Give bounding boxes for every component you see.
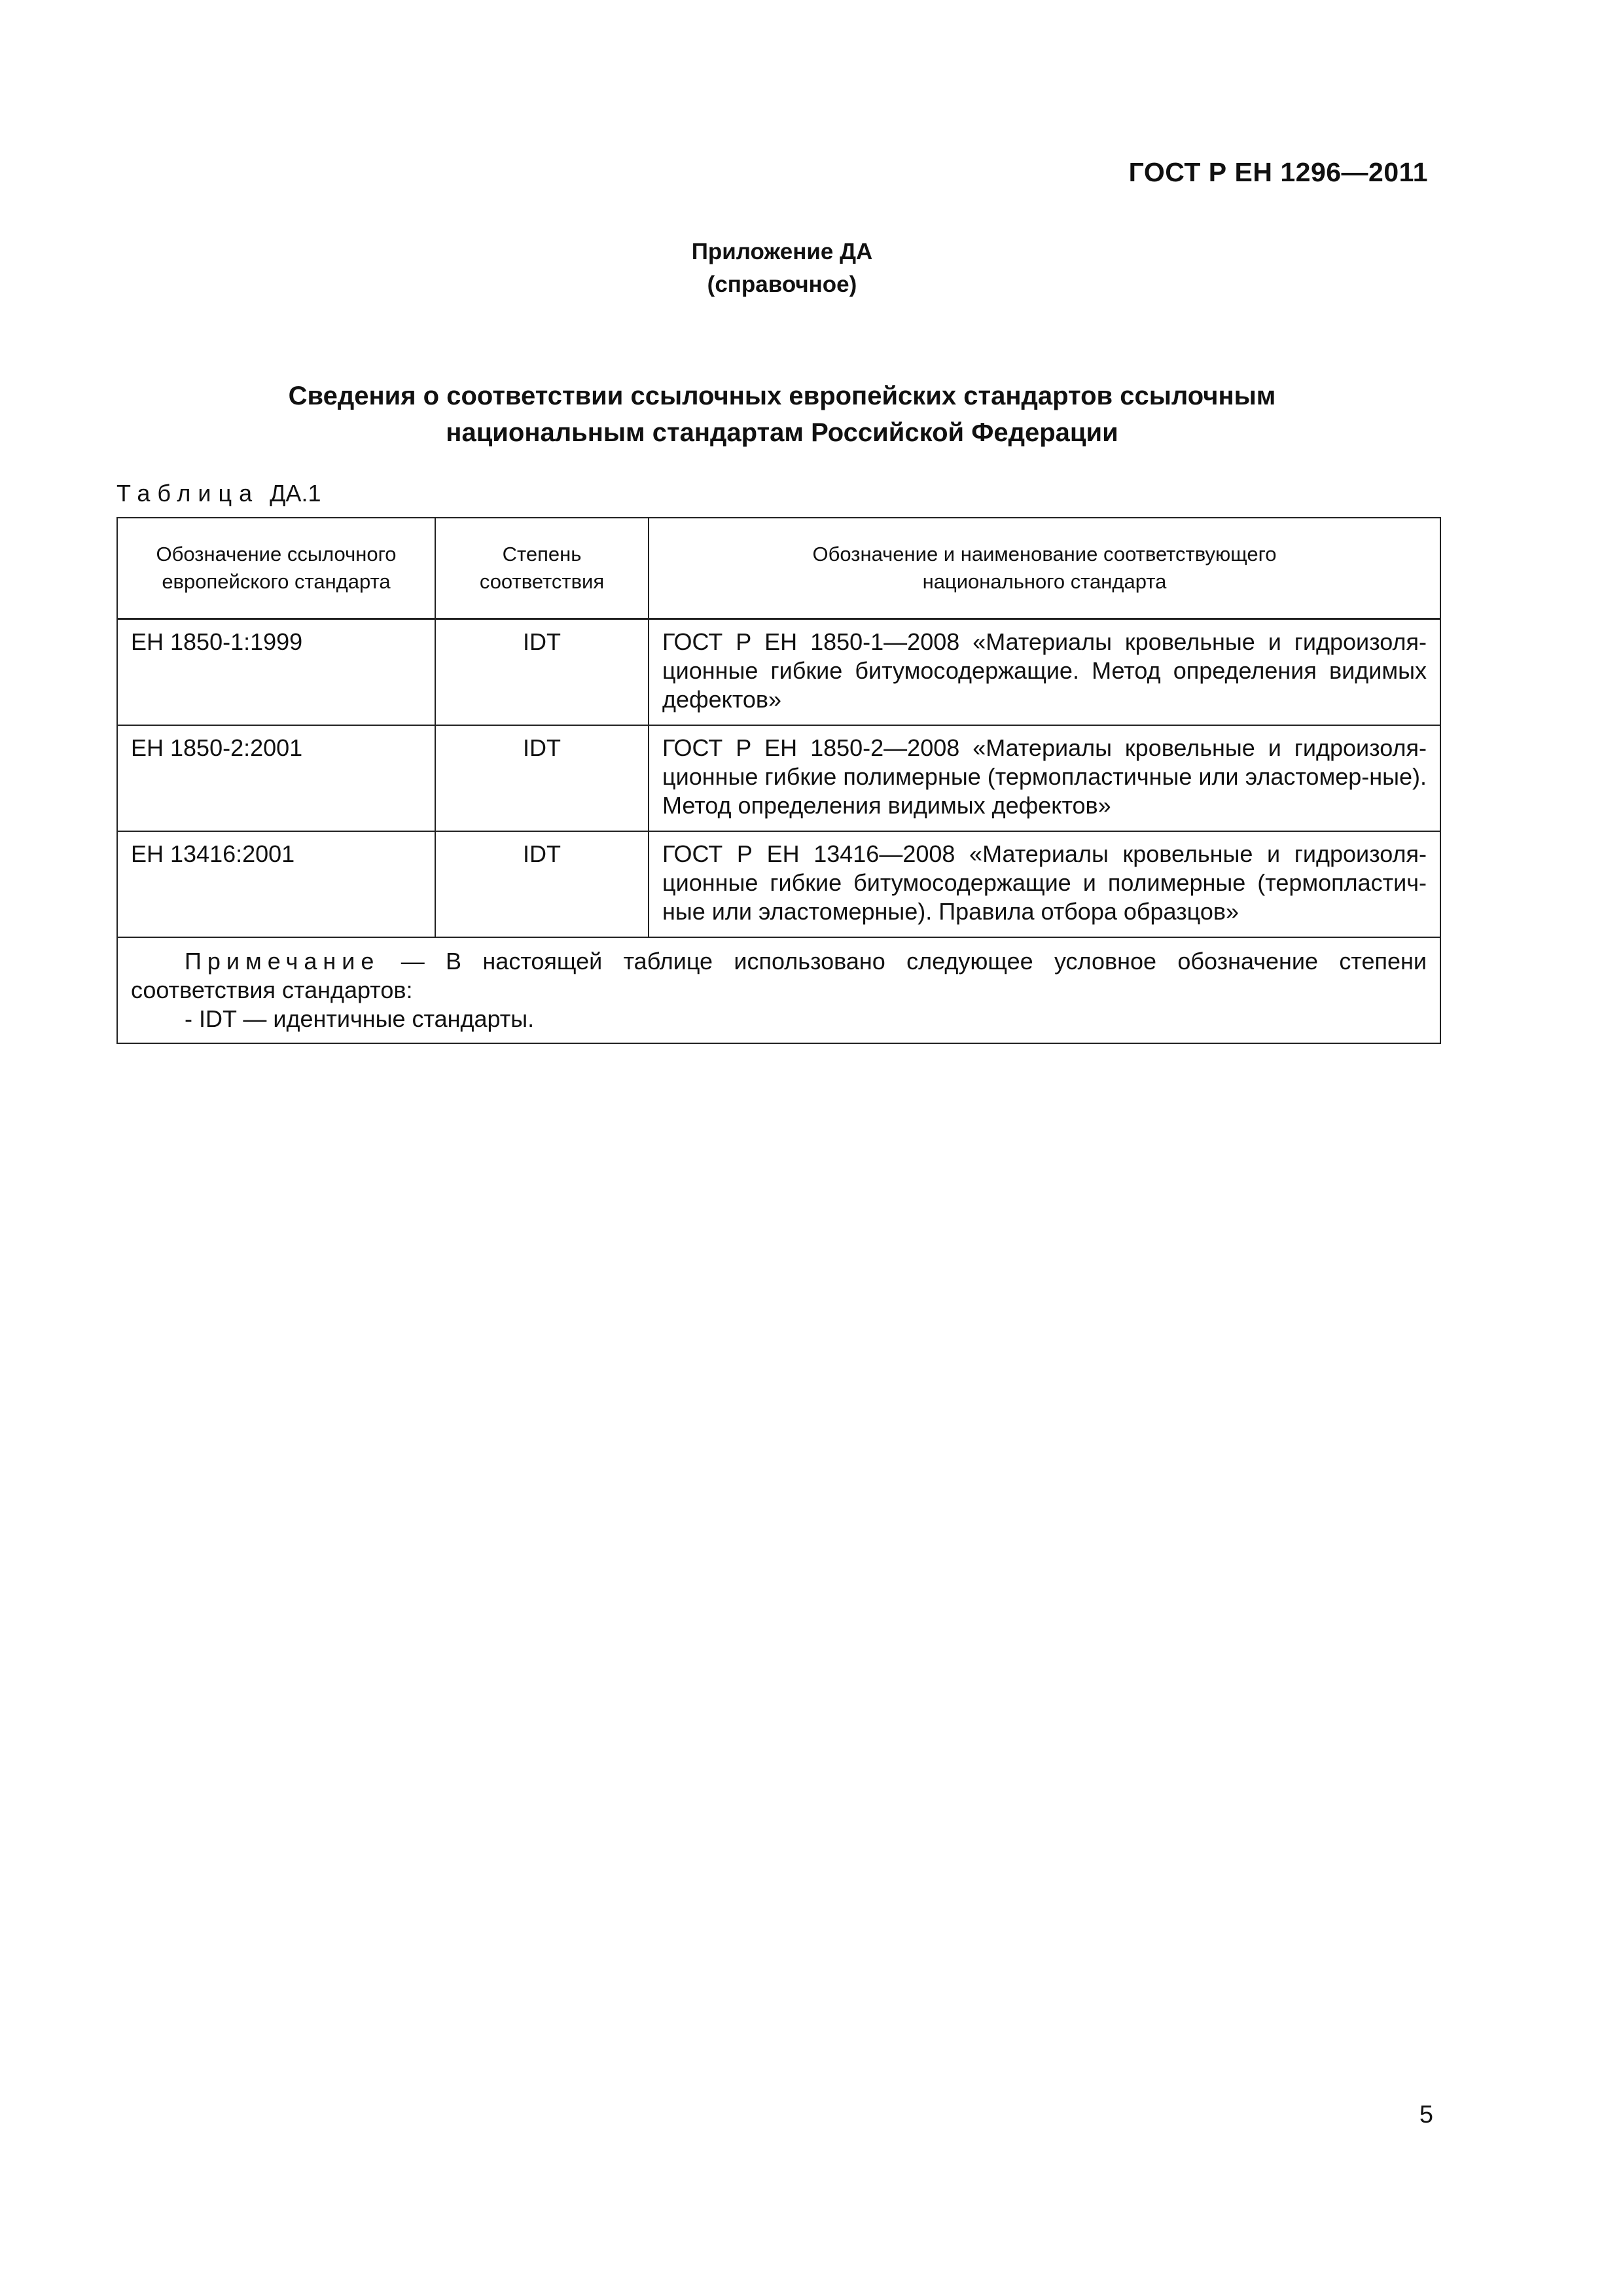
appendix-subtitle: (справочное)	[707, 272, 857, 297]
appendix-title: Приложение ДА	[691, 239, 873, 264]
column-header-national: Обозначение и наименование соответствующего национального стандарта	[649, 518, 1440, 619]
table-header-row	[117, 518, 1440, 619]
table-caption-number: ДА.1	[270, 480, 321, 507]
table-row	[117, 619, 1440, 726]
note-text: — В настоящей таблице использовано следующее условное обозначение степени соответствия стандартов:	[131, 948, 1427, 1003]
national-standard-cell: ГОСТ Р ЕН 1850-1—2008 «Материалы кровельные и гидроизоля-ционные гибкие битумосодержащие. Метод определения видимых дефектов»	[649, 619, 1440, 726]
column-header-degree: Степень соответствия	[435, 518, 649, 619]
page-number: 5	[1419, 2101, 1433, 2128]
national-standard-cell: ГОСТ Р ЕН 13416—2008 «Материалы кровельные и гидроизоля-ционные гибкие битумосодержащие и полимерные (термопластич-ные или эластомерные). Правила отбора образцов»	[649, 831, 1440, 937]
table-row	[117, 831, 1440, 937]
table-caption	[116, 480, 321, 507]
table-note	[117, 937, 1440, 1043]
heading-line-1: Сведения о соответствии ссылочных европейских стандартов ссылочным	[288, 382, 1276, 410]
degree-cell: IDT	[435, 619, 649, 726]
correspondence-table	[116, 517, 1441, 1044]
reference-standard-cell: ЕН 1850-1:1999	[117, 619, 435, 726]
appendix-block	[0, 236, 1564, 301]
table-note-row	[117, 937, 1440, 1043]
note-item: - IDT — идентичные стандарты.	[185, 1005, 535, 1032]
table-caption-label: Таблица	[116, 480, 260, 507]
note-paragraph	[131, 947, 1427, 1005]
degree-cell: IDT	[435, 725, 649, 831]
degree-cell: IDT	[435, 831, 649, 937]
heading-line-2: национальным стандартам Российской Федерации	[446, 418, 1118, 447]
section-heading	[0, 378, 1564, 451]
column-header-reference: Обозначение ссылочного европейского стандарта	[117, 518, 435, 619]
reference-standard-cell: ЕН 1850-2:2001	[117, 725, 435, 831]
reference-standard-cell: ЕН 13416:2001	[117, 831, 435, 937]
table-row	[117, 725, 1440, 831]
document-code: ГОСТ Р ЕН 1296—2011	[1128, 157, 1428, 187]
national-standard-cell: ГОСТ Р ЕН 1850-2—2008 «Материалы кровельные и гидроизоля-ционные гибкие полимерные (термопластичные или эластомер-ные). Метод определения видимых дефектов»	[649, 725, 1440, 831]
note-label: Примечание	[185, 948, 380, 975]
